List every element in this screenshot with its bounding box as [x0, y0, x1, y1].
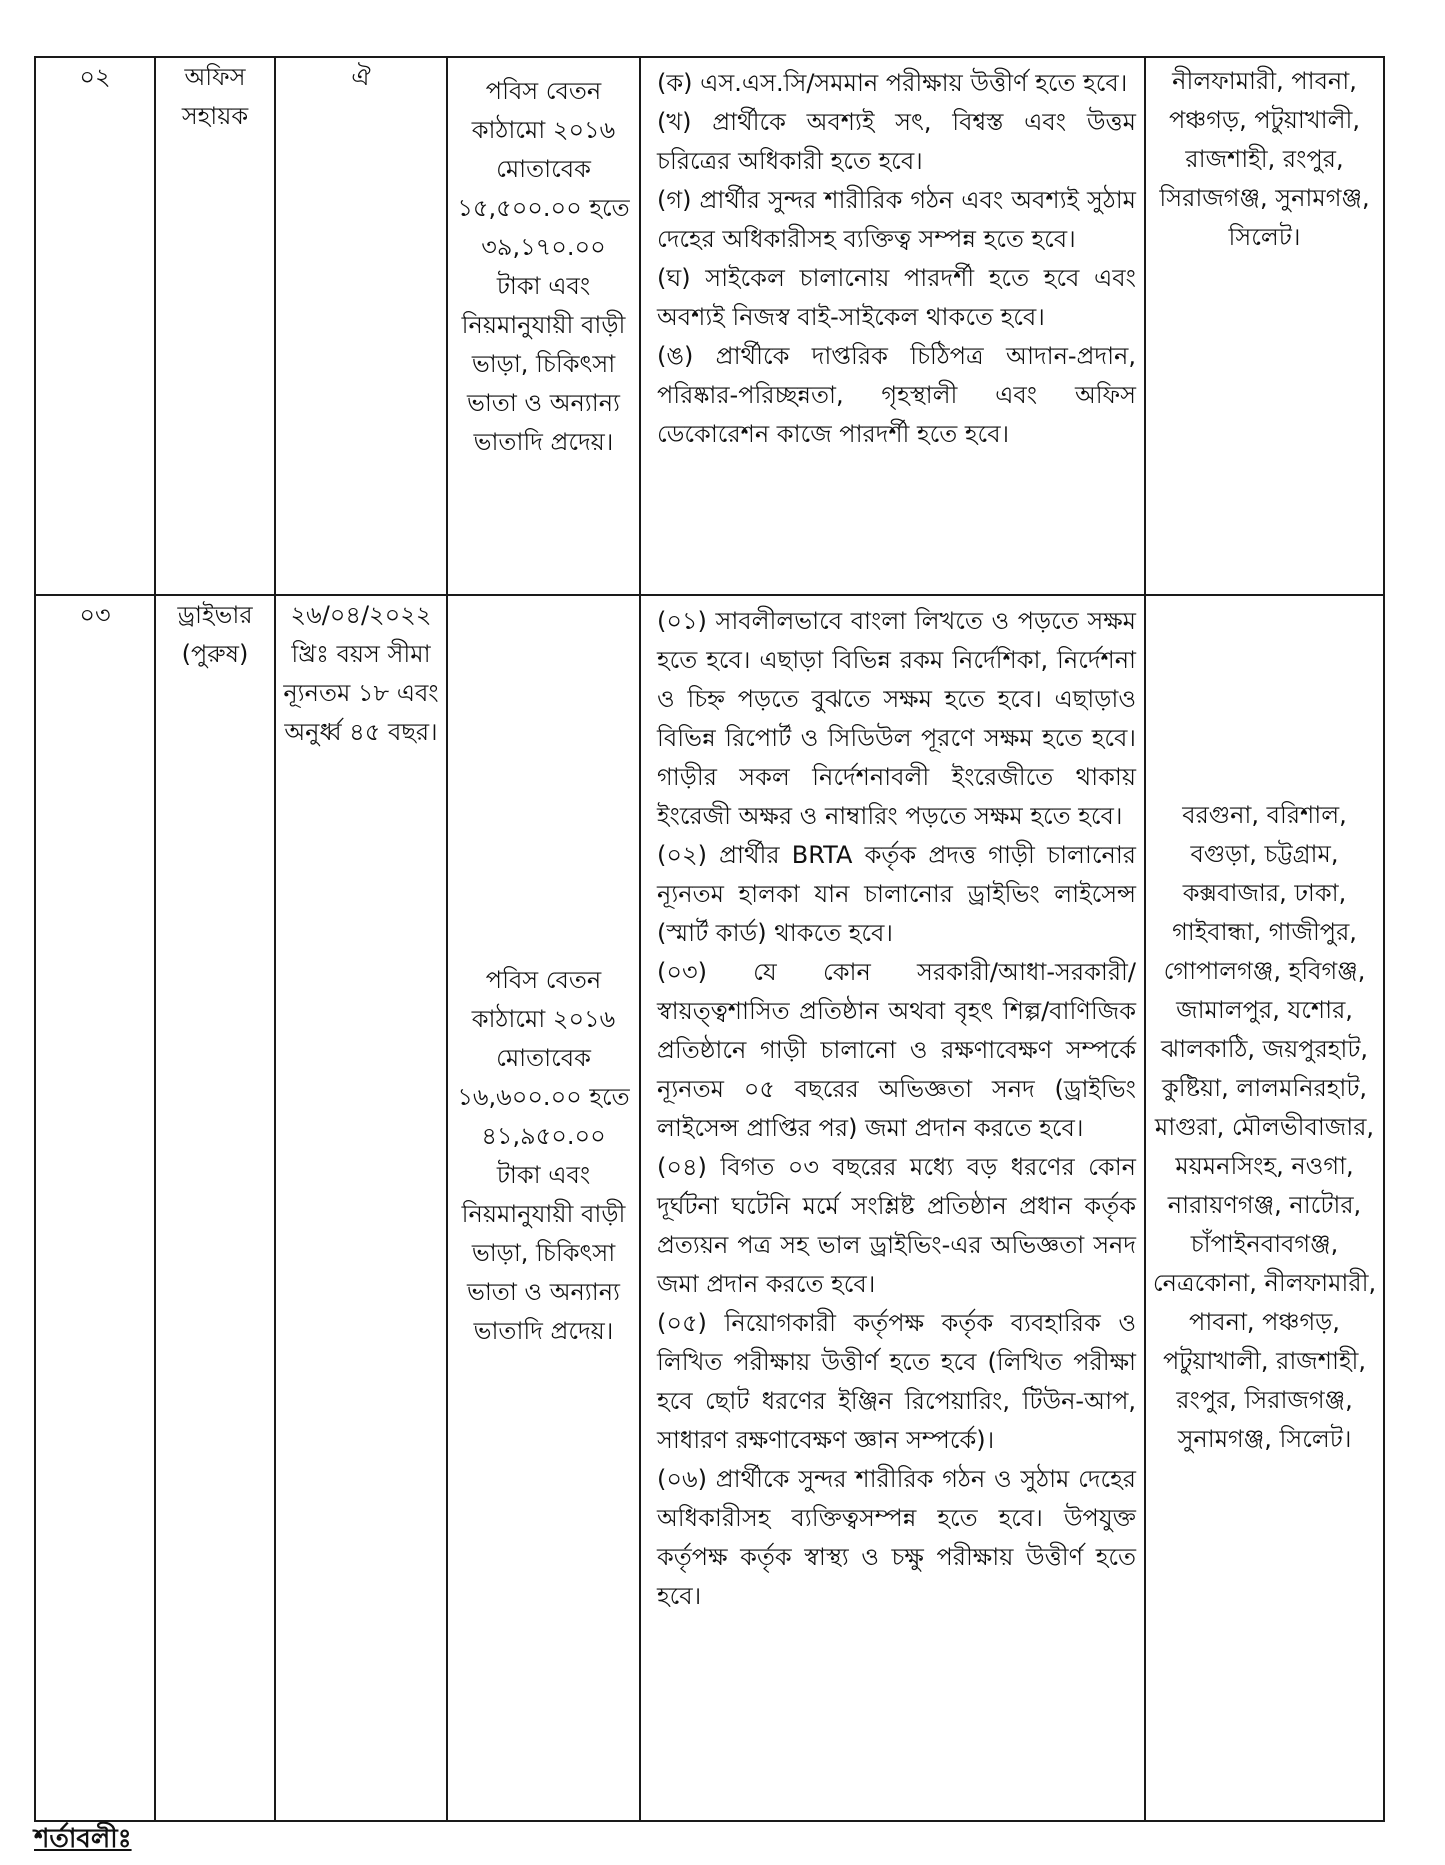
serial-cell — [35, 57, 155, 595]
qualification-item: (গ) প্রার্থীর সুন্দর শারীরিক গঠন এবং অবশ্যই সুঠাম দেহের অধিকারীসহ ব্যক্তিত্ব সম্পন্ন হতে হবে। — [657, 186, 1136, 253]
qualification-list — [641, 596, 1144, 1622]
serial-number: ০২ — [79, 63, 111, 91]
age-limit: ২৬/০৪/২০২২ খ্রিঃ বয়স সীমা ন্যূনতম ১৮ এবং অনুর্ধ্ব ৪৫ বছর। — [283, 601, 439, 746]
age-limit: ঐ — [351, 63, 371, 91]
qualification-cell — [640, 57, 1145, 595]
qualification-item: (০৫) নিয়োগকারী কর্তৃপক্ষ কর্তৃক ব্যবহারিক ও লিখিত পরীক্ষায় উত্তীর্ণ হতে হবে (লিখিত পরীক্ষা হবে ছোট ধরণের ইঞ্জিন রিপেয়ারিং, টিউন-আপ, সাধারণ রক্ষণাবেক্ষণ জ্ঞান সম্পর্কে)। — [657, 1309, 1136, 1454]
job-requirements-table — [34, 56, 1385, 1822]
post-name: অফিস সহায়ক — [181, 63, 249, 130]
qualification-item: (০৪) বিগত ০৩ বছরের মধ্যে বড় ধরণের কোন দূর্ঘটনা ঘটেনি মর্মে সংশ্লিষ্ট প্রতিষ্ঠান প্রধান কর্তৃক প্রত্যয়ন পত্র সহ ভাল ড্রাইভিং-এর অভিজ্ঞতা সনদ জমা প্রদান করতে হবে। — [657, 1153, 1136, 1298]
age-cell — [275, 595, 447, 1821]
district-cell — [1145, 57, 1384, 595]
post-cell — [155, 57, 275, 595]
qualification-item: (০৩) যে কোন সরকারী/আধা-সরকারী/স্বায়ত্ত্বশাসিত প্রতিষ্ঠান অথবা বৃহৎ শিল্প/বাণিজিক প্রতিষ্ঠানে গাড়ী চালানো ও রক্ষণাবেক্ষণ সম্পর্কে ন্যূনতম ০৫ বছরের অভিজ্ঞতা সনদ (ড্রাইভিং লাইসেন্স প্রাপ্তির পর) জমা প্রদান করতে হবে। — [657, 958, 1136, 1142]
serial-cell — [35, 595, 155, 1821]
qualification-list — [641, 58, 1144, 460]
post-name: ড্রাইভার (পুরুষ) — [177, 601, 253, 668]
serial-number: ০৩ — [79, 601, 111, 629]
qualification-item: (০৬) প্রার্থীকে সুন্দর শারীরিক গঠন ও সুঠাম দেহের অধিকারীসহ ব্যক্তিত্বসম্পন্ন হতে হবে। উপযুক্ত কর্তৃপক্ষ কর্তৃক স্বাস্থ্য ও চক্ষু পরীক্ষায় উত্তীর্ণ হতে হবে। — [657, 1465, 1136, 1610]
qualification-item: (খ) প্রার্থীকে অবশ্যই সৎ, বিশ্বস্ত এবং উত্তম চরিত্রের অধিকারী হতে হবে। — [657, 108, 1136, 175]
pay-cell — [447, 57, 640, 595]
terms-heading: শর্তাবলীঃ — [34, 1824, 132, 1854]
qualification-cell — [640, 595, 1145, 1821]
district-list: নীলফামারী, পাবনা, পঞ্চগড়, পটুয়াখালী, রাজশাহী, রংপুর, সিরাজগঞ্জ, সুনামগঞ্জ, সিলেট। — [1159, 67, 1370, 251]
district-list: বরগুনা, বরিশাল, বগুড়া, চট্টগ্রাম, কক্সবাজার, ঢাকা, গাইবান্ধা, গাজীপুর, গোপালগঞ্জ, হবিগঞ্জ, জামালপুর, যশোর, ঝালকাঠি, জয়পুরহাট, কুষ্টিয়া, লালমনিরহাট, মাগুরা, মৌলভীবাজার, ময়মনসিংহ, নওগা, নারায়ণগঞ্জ, নাটোর, চাঁপাইনবাবগঞ্জ, নেত্রকোনা, নীলফামারী, পাবনা, পঞ্চগড়, পটুয়াখালী, রাজশাহী, রংপুর, সিরাজগঞ্জ, সুনামগঞ্জ, সিলেট। — [1152, 801, 1377, 1453]
post-cell — [155, 595, 275, 1821]
age-cell — [275, 57, 447, 595]
qualification-item: (০১) সাবলীলভাবে বাংলা লিখতে ও পড়তে সক্ষম হতে হবে। এছাড়া বিভিন্ন রকম নির্দেশিকা, নির্দেশনা ও চিহ্ন পড়তে বুঝতে সক্ষম হতে হবে। এছাড়াও বিভিন্ন রিপোর্ট ও সিডিউল পূরণে সক্ষম হতে হবে। গাড়ীর সকল নির্দেশনাবলী ইংরেজীতে থাকায় ইংরেজী অক্ষর ও নাম্বারিং পড়তে সক্ষম হতে হবে। — [657, 607, 1136, 830]
qualification-item: (ক) এস.এস.সি/সমমান পরীক্ষায় উত্তীর্ণ হতে হবে। — [657, 69, 1128, 97]
pay-scale: পবিস বেতন কাঠামো ২০১৬ মোতাবেক ১৬,৬০০.০০ হতে ৪১,৯৫০.০০ টাকা এবং নিয়মানুযায়ী বাড়ী ভাড়া, চিকিৎসা ভাতা ও অন্যান্য ভাতাদি প্রদেয়। — [457, 966, 630, 1345]
pay-cell — [447, 595, 640, 1821]
qualification-item: (ঘ) সাইকেল চালানোয় পারদর্শী হতে হবে এবং অবশ্যই নিজস্ব বাই-সাইকেল থাকতে হবে। — [657, 264, 1136, 331]
district-cell — [1145, 595, 1384, 1821]
qualification-item: (০২) প্রার্থীর BRTA কর্তৃক প্রদত্ত গাড়ী চালানোর ন্যূনতম হালকা যান চালানোর ড্রাইভিং লাইসেন্স (স্মার্ট কার্ড) থাকতে হবে। — [657, 841, 1136, 947]
table-row — [35, 57, 1384, 595]
table-row — [35, 595, 1384, 1821]
pay-scale: পবিস বেতন কাঠামো ২০১৬ মোতাবেক ১৫,৫০০.০০ হতে ৩৯,১৭০.০০ টাকা এবং নিয়মানুযায়ী বাড়ী ভাড়া, চিকিৎসা ভাতা ও অন্যান্য ভাতাদি প্রদেয়। — [457, 77, 630, 456]
qualification-item: (ঙ) প্রার্থীকে দাপ্তরিক চিঠিপত্র আদান-প্রদান, পরিষ্কার-পরিচ্ছন্নতা, গৃহস্থালী এবং অফিস ডেকোরেশন কাজে পারদর্শী হতে হবে। — [657, 342, 1136, 448]
